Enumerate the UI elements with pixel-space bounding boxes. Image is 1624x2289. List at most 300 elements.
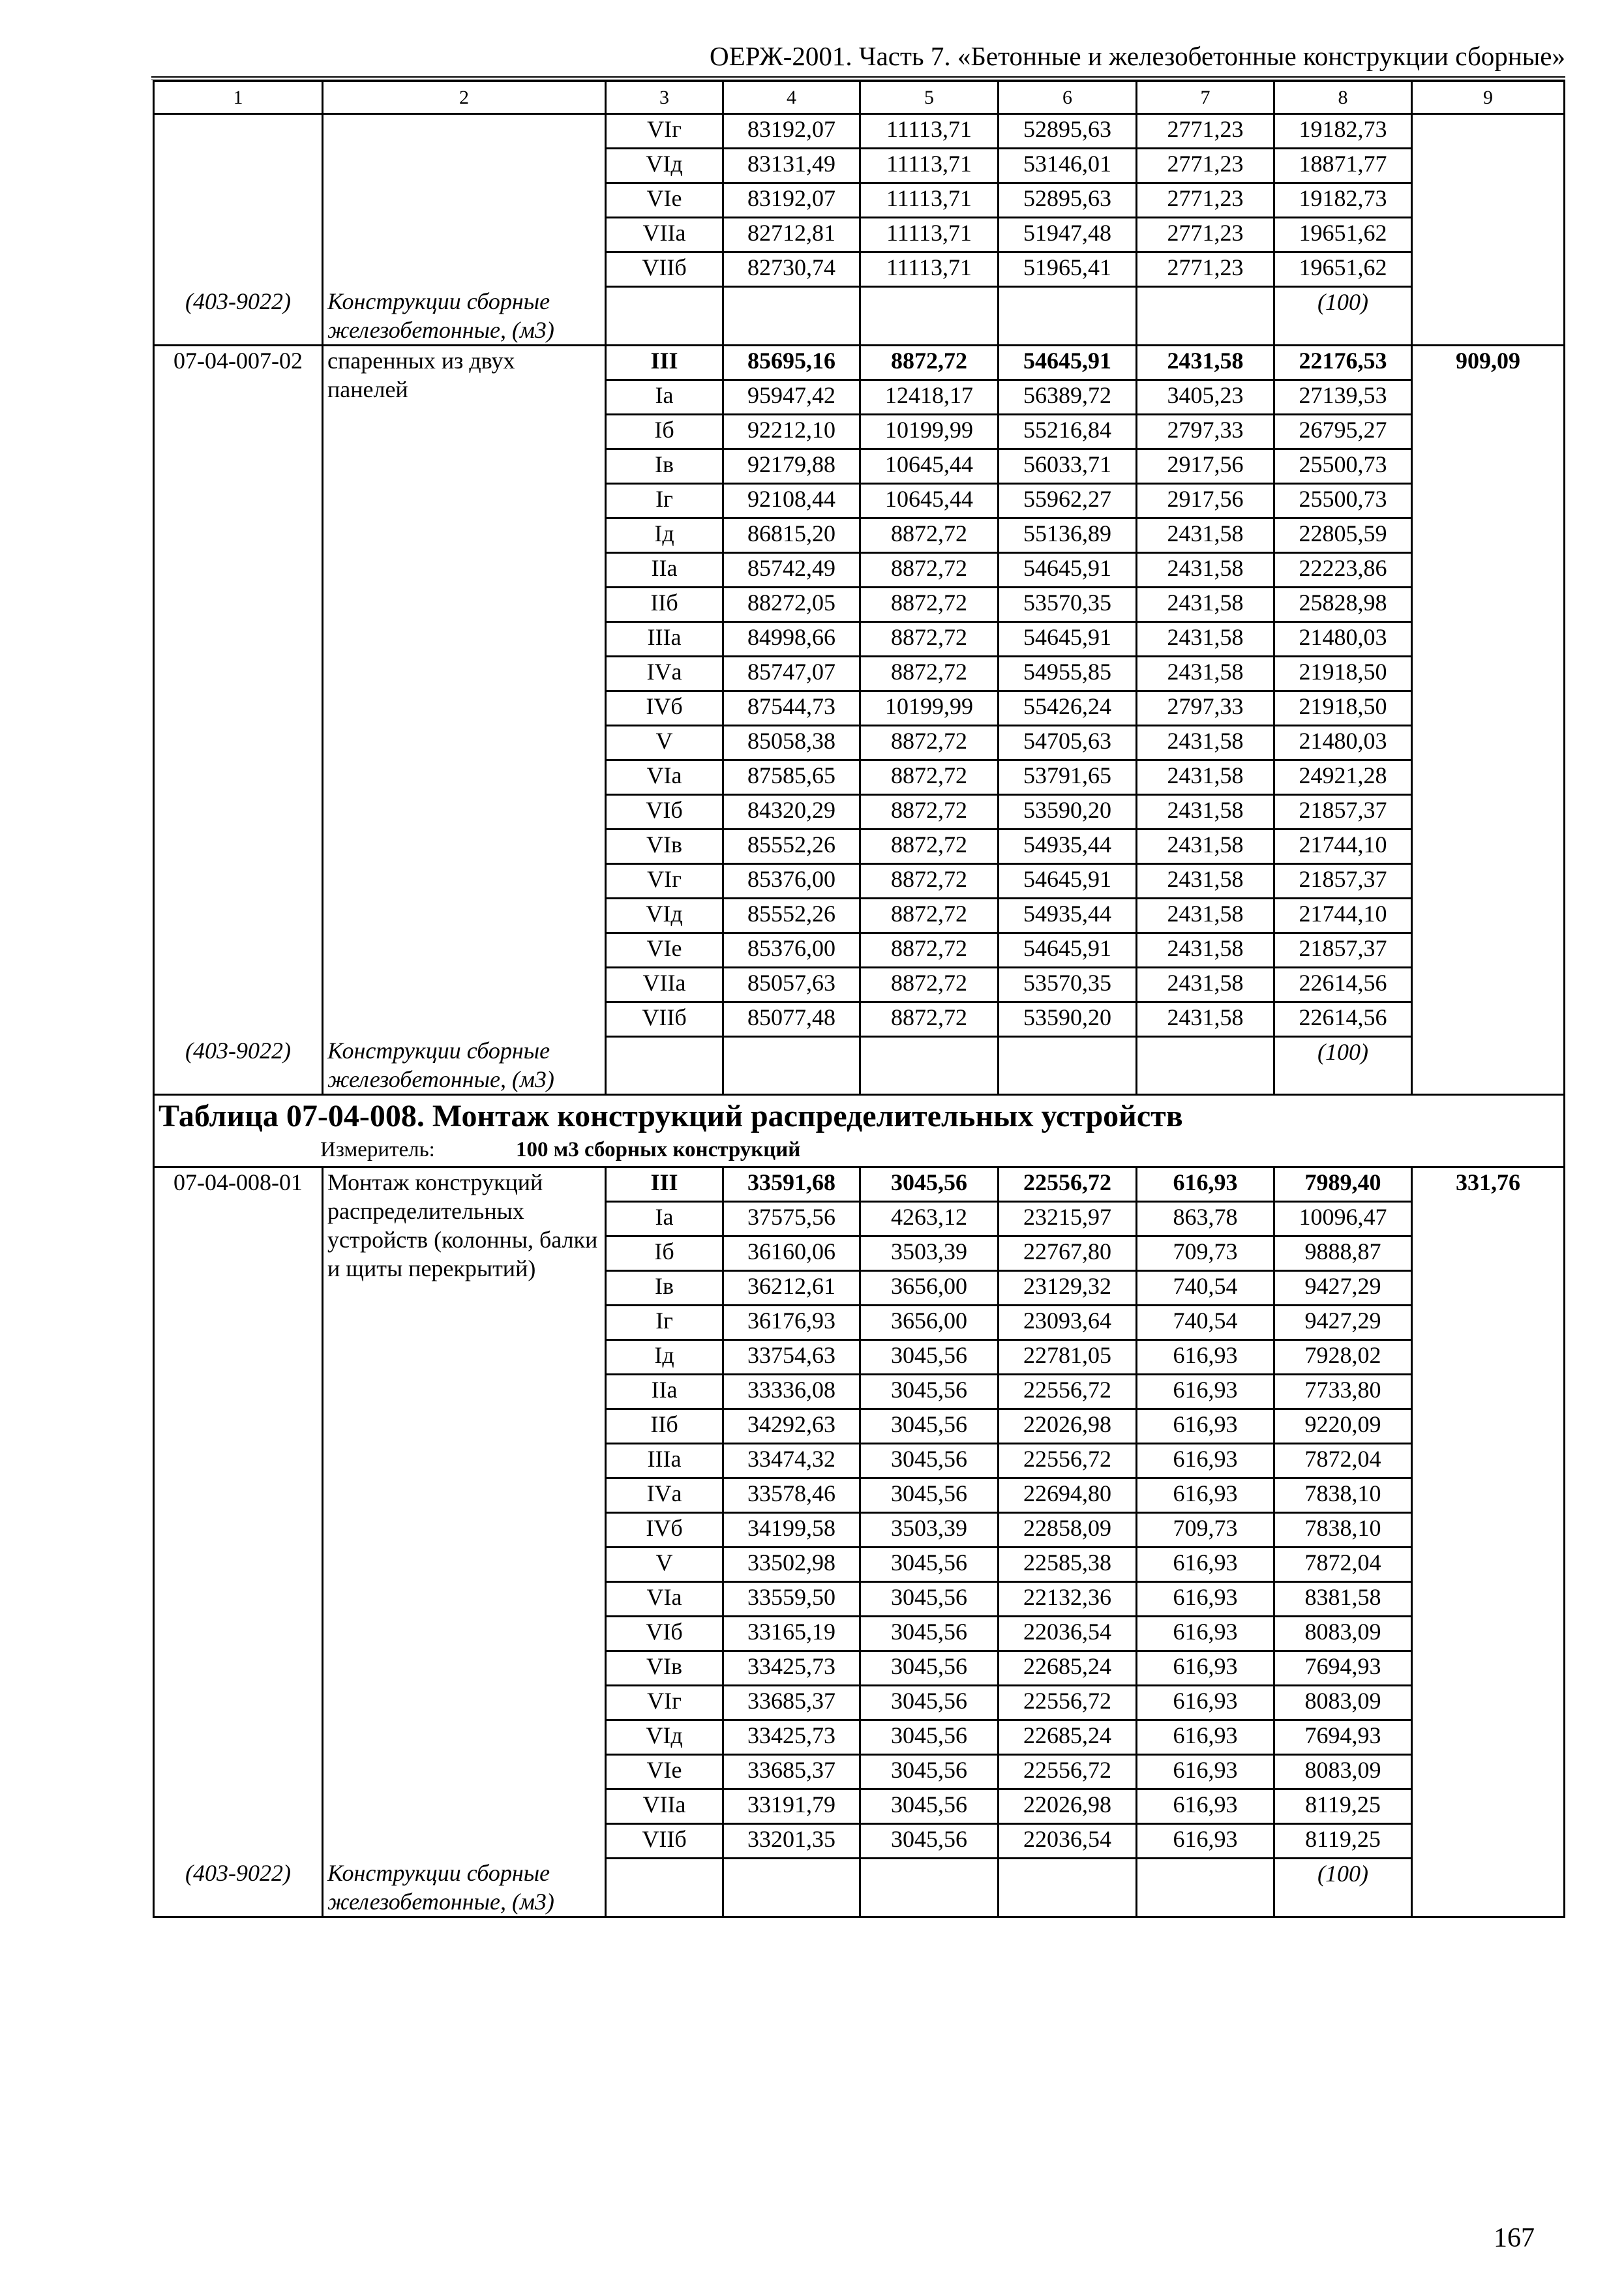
value-cell: 22036,54 [999, 1617, 1137, 1651]
item-code: 07-04-007-02 [154, 345, 323, 1036]
value-cell: 11113,71 [860, 149, 999, 183]
value-cell: 2431,58 [1137, 587, 1274, 621]
value-cell: 8872,72 [860, 725, 999, 760]
header-rule [151, 76, 1565, 78]
value-cell: 8872,72 [860, 621, 999, 656]
measure-unit [157, 1136, 1561, 1163]
column-number: 5 [860, 82, 999, 114]
value-cell: 2431,58 [1137, 829, 1274, 863]
value-cell: 7928,02 [1274, 1340, 1412, 1375]
value-cell: 7694,93 [1274, 1720, 1412, 1755]
table-cell [1137, 287, 1274, 346]
value-cell: 22781,05 [999, 1340, 1137, 1375]
value-cell: 85552,26 [723, 898, 860, 933]
table-cell [1412, 287, 1565, 346]
table-cell [1137, 1859, 1274, 1917]
value-cell: 3656,00 [860, 1271, 999, 1306]
value-cell: 33591,68 [723, 1167, 860, 1202]
value-cell: 54645,91 [999, 863, 1137, 898]
value-cell: 2431,58 [1137, 760, 1274, 794]
resource-code: (403-9022) [154, 1036, 323, 1095]
value-cell: 709,73 [1137, 1236, 1274, 1271]
value-cell: 22556,72 [999, 1444, 1137, 1478]
value-cell: 2771,23 [1137, 149, 1274, 183]
value-cell: 8872,72 [860, 794, 999, 829]
resource-description: Конструкции сборные железобетонные, (м3) [323, 287, 606, 346]
value-cell: 9427,29 [1274, 1306, 1412, 1340]
value-cell: 3045,56 [860, 1444, 999, 1478]
value-cell: 53791,65 [999, 760, 1137, 794]
item-description: спаренных из двух панелей [323, 345, 606, 1036]
value-cell: 8872,72 [860, 552, 999, 587]
value-cell: 22556,72 [999, 1686, 1137, 1720]
value-cell: 11113,71 [860, 252, 999, 287]
value-cell: 22614,56 [1274, 1002, 1412, 1036]
value-cell: 55426,24 [999, 691, 1137, 725]
zone-cell: VIIб [606, 252, 723, 287]
value-cell: 616,93 [1137, 1755, 1274, 1789]
value-cell: 53570,35 [999, 967, 1137, 1002]
value-cell: 54705,63 [999, 725, 1137, 760]
zone-cell: IIб [606, 1409, 723, 1444]
column-number: 8 [1274, 82, 1412, 114]
value-cell: 22585,38 [999, 1548, 1137, 1582]
value-cell: 3045,56 [860, 1824, 999, 1859]
column-number: 6 [999, 82, 1137, 114]
value-cell: 85376,00 [723, 863, 860, 898]
value-cell: 25500,73 [1274, 483, 1412, 518]
value-cell: 3045,56 [860, 1617, 999, 1651]
column-number-row [154, 82, 1565, 114]
value-cell: 56389,72 [999, 380, 1137, 414]
value-cell: 616,93 [1137, 1582, 1274, 1617]
value-cell: 33685,37 [723, 1686, 860, 1720]
zone-cell: VIIб [606, 1002, 723, 1036]
value-cell: 21857,37 [1274, 933, 1412, 967]
zone-cell: VIIа [606, 1789, 723, 1824]
value-cell: 22556,72 [999, 1167, 1137, 1202]
value-cell: 92108,44 [723, 483, 860, 518]
value-cell: 616,93 [1137, 1686, 1274, 1720]
value-cell: 2431,58 [1137, 863, 1274, 898]
value-cell: 2431,58 [1137, 967, 1274, 1002]
value-cell: 53590,20 [999, 794, 1137, 829]
value-cell: 22805,59 [1274, 518, 1412, 552]
value-cell: 2431,58 [1137, 725, 1274, 760]
table-cell [999, 1859, 1137, 1917]
zone-cell: VIIа [606, 967, 723, 1002]
value-cell: 8119,25 [1274, 1824, 1412, 1859]
value-cell: 22556,72 [999, 1755, 1137, 1789]
value-cell: 21918,50 [1274, 691, 1412, 725]
value-cell: 616,93 [1137, 1617, 1274, 1651]
value-cell: 88272,05 [723, 587, 860, 621]
value-cell: 22036,54 [999, 1824, 1137, 1859]
value-cell: 33754,63 [723, 1340, 860, 1375]
page-number: 167 [1494, 2223, 1535, 2253]
value-cell: 2431,58 [1137, 656, 1274, 691]
value-cell: 26795,27 [1274, 414, 1412, 449]
value-cell: 87585,65 [723, 760, 860, 794]
measure-value: 100 м3 сборных конструкций [516, 1138, 801, 1161]
value-cell: 21480,03 [1274, 621, 1412, 656]
table-cell [860, 287, 999, 346]
resource-footer-row [154, 287, 1565, 346]
table-title: Таблица 07-04-008. Монтаж конструкций распределительных устройств [158, 1099, 1183, 1133]
value-cell: 2431,58 [1137, 621, 1274, 656]
value-cell: 22223,86 [1274, 552, 1412, 587]
value-cell: 85376,00 [723, 933, 860, 967]
value-cell: 85058,38 [723, 725, 860, 760]
value-cell: 87544,73 [723, 691, 860, 725]
value-cell: 19182,73 [1274, 183, 1412, 218]
table-cell [606, 1036, 723, 1095]
value-cell: 12418,17 [860, 380, 999, 414]
value-cell: 24921,28 [1274, 760, 1412, 794]
zone-cell: Iб [606, 1236, 723, 1271]
zone-cell: VIв [606, 1651, 723, 1686]
value-cell: 2431,58 [1137, 898, 1274, 933]
value-cell: 8872,72 [860, 656, 999, 691]
value-cell: 2431,58 [1137, 794, 1274, 829]
value-cell: 8872,72 [860, 933, 999, 967]
value-cell: 8083,09 [1274, 1686, 1412, 1720]
value-cell: 34292,63 [723, 1409, 860, 1444]
value-cell: 83192,07 [723, 114, 860, 149]
value-cell: 22685,24 [999, 1720, 1137, 1755]
value-cell: 53570,35 [999, 587, 1137, 621]
value-cell: 54645,91 [999, 933, 1137, 967]
value-cell: 2431,58 [1137, 933, 1274, 967]
value-cell: 7838,10 [1274, 1478, 1412, 1513]
value-cell: 54645,91 [999, 552, 1137, 587]
value-cell: 7733,80 [1274, 1375, 1412, 1409]
value-cell: 2917,56 [1137, 483, 1274, 518]
value-cell: 2771,23 [1137, 252, 1274, 287]
col9-cell [1412, 114, 1565, 287]
value-cell: 55962,27 [999, 483, 1137, 518]
table-row [154, 345, 1565, 380]
value-cell: 33165,19 [723, 1617, 860, 1651]
value-cell: 18871,77 [1274, 149, 1412, 183]
value-cell: 19651,62 [1274, 218, 1412, 252]
value-cell: 83192,07 [723, 183, 860, 218]
value-cell: 2797,33 [1137, 414, 1274, 449]
value-cell: 23093,64 [999, 1306, 1137, 1340]
value-cell: 2771,23 [1137, 114, 1274, 149]
zone-cell: IIа [606, 1375, 723, 1409]
zone-cell: VIг [606, 114, 723, 149]
value-cell: 21480,03 [1274, 725, 1412, 760]
col9-cell: 909,09 [1412, 345, 1565, 1036]
value-cell: 22858,09 [999, 1513, 1137, 1548]
zone-cell: V [606, 725, 723, 760]
value-cell: 3045,56 [860, 1789, 999, 1824]
resource-description: Конструкции сборные железобетонные, (м3) [323, 1859, 606, 1917]
value-cell: 3045,56 [860, 1409, 999, 1444]
value-cell: 11113,71 [860, 183, 999, 218]
resource-code: (403-9022) [154, 287, 323, 346]
value-cell: 616,93 [1137, 1720, 1274, 1755]
value-cell: 33559,50 [723, 1582, 860, 1617]
rates-table [153, 80, 1565, 1918]
value-cell: 54955,85 [999, 656, 1137, 691]
zone-cell: VIг [606, 863, 723, 898]
value-cell: 616,93 [1137, 1789, 1274, 1824]
zone-cell: Iа [606, 1202, 723, 1236]
value-cell: 22694,80 [999, 1478, 1137, 1513]
item-description: Монтаж конструкций распределительных устройств (колонны, балки и щиты перекрытий) [323, 1167, 606, 1859]
value-cell: 56033,71 [999, 449, 1137, 483]
value-cell: 3045,56 [860, 1720, 999, 1755]
value-cell: 22556,72 [999, 1375, 1137, 1409]
value-cell: 7838,10 [1274, 1513, 1412, 1548]
zone-cell: IVа [606, 1478, 723, 1513]
value-cell: 8119,25 [1274, 1789, 1412, 1824]
value-cell: 21857,37 [1274, 794, 1412, 829]
zone-cell: IIа [606, 552, 723, 587]
value-cell: 85057,63 [723, 967, 860, 1002]
value-cell: 10199,99 [860, 691, 999, 725]
value-cell: 2431,58 [1137, 1002, 1274, 1036]
value-cell: 7989,40 [1274, 1167, 1412, 1202]
value-cell: 33578,46 [723, 1478, 860, 1513]
value-cell: 8872,72 [860, 898, 999, 933]
value-cell: 33201,35 [723, 1824, 860, 1859]
value-cell: 85077,48 [723, 1002, 860, 1036]
column-number: 2 [323, 82, 606, 114]
value-cell: 33502,98 [723, 1548, 860, 1582]
value-cell: 11113,71 [860, 114, 999, 149]
column-number: 7 [1137, 82, 1274, 114]
value-cell: 8872,72 [860, 863, 999, 898]
zone-cell: Iб [606, 414, 723, 449]
value-cell: 4263,12 [860, 1202, 999, 1236]
item-code [154, 114, 323, 287]
resource-description: Конструкции сборные железобетонные, (м3) [323, 1036, 606, 1095]
zone-cell: VIа [606, 1582, 723, 1617]
value-cell: 33336,08 [723, 1375, 860, 1409]
measure-label: Измеритель: [320, 1138, 435, 1161]
value-cell: 8083,09 [1274, 1617, 1412, 1651]
resource-value: (100) [1274, 1036, 1412, 1095]
table-cell [860, 1859, 999, 1917]
zone-cell: III [606, 1167, 723, 1202]
value-cell: 616,93 [1137, 1167, 1274, 1202]
value-cell: 82730,74 [723, 252, 860, 287]
value-cell: 95947,42 [723, 380, 860, 414]
value-cell: 616,93 [1137, 1409, 1274, 1444]
value-cell: 2771,23 [1137, 183, 1274, 218]
value-cell: 616,93 [1137, 1548, 1274, 1582]
value-cell: 9220,09 [1274, 1409, 1412, 1444]
value-cell: 616,93 [1137, 1375, 1274, 1409]
value-cell: 36176,93 [723, 1306, 860, 1340]
column-number: 1 [154, 82, 323, 114]
zone-cell: IVб [606, 1513, 723, 1548]
value-cell: 3503,39 [860, 1236, 999, 1271]
zone-cell: IIIа [606, 621, 723, 656]
zone-cell: Iв [606, 1271, 723, 1306]
value-cell: 8872,72 [860, 518, 999, 552]
zone-cell: IVб [606, 691, 723, 725]
table-cell [860, 1036, 999, 1095]
zone-cell: VIд [606, 898, 723, 933]
zone-cell: Iв [606, 449, 723, 483]
value-cell: 22026,98 [999, 1789, 1137, 1824]
value-cell: 33685,37 [723, 1755, 860, 1789]
value-cell: 85747,07 [723, 656, 860, 691]
zone-cell: VIIб [606, 1824, 723, 1859]
column-number: 4 [723, 82, 860, 114]
resource-code: (403-9022) [154, 1859, 323, 1917]
value-cell: 21744,10 [1274, 898, 1412, 933]
value-cell: 10096,47 [1274, 1202, 1412, 1236]
col9-cell: 331,76 [1412, 1167, 1565, 1859]
zone-cell: Iд [606, 518, 723, 552]
value-cell: 92179,88 [723, 449, 860, 483]
value-cell: 2917,56 [1137, 449, 1274, 483]
value-cell: 27139,53 [1274, 380, 1412, 414]
value-cell: 54645,91 [999, 345, 1137, 380]
zone-cell: VIе [606, 1755, 723, 1789]
zone-cell: IIIа [606, 1444, 723, 1478]
value-cell: 3045,56 [860, 1340, 999, 1375]
value-cell: 7694,93 [1274, 1651, 1412, 1686]
value-cell: 55136,89 [999, 518, 1137, 552]
value-cell: 54935,44 [999, 898, 1137, 933]
value-cell: 2431,58 [1137, 552, 1274, 587]
value-cell: 86815,20 [723, 518, 860, 552]
value-cell: 8872,72 [860, 1002, 999, 1036]
value-cell: 616,93 [1137, 1444, 1274, 1478]
value-cell: 51965,41 [999, 252, 1137, 287]
table-row [154, 114, 1565, 149]
value-cell: 616,93 [1137, 1651, 1274, 1686]
value-cell: 8381,58 [1274, 1582, 1412, 1617]
resource-value: (100) [1274, 287, 1412, 346]
table-cell [999, 1036, 1137, 1095]
value-cell: 25500,73 [1274, 449, 1412, 483]
value-cell: 25828,98 [1274, 587, 1412, 621]
value-cell: 3045,56 [860, 1582, 999, 1617]
value-cell: 19651,62 [1274, 252, 1412, 287]
value-cell: 52895,63 [999, 183, 1137, 218]
zone-cell: VIв [606, 829, 723, 863]
value-cell: 84320,29 [723, 794, 860, 829]
value-cell: 83131,49 [723, 149, 860, 183]
value-cell: 616,93 [1137, 1824, 1274, 1859]
value-cell: 51947,48 [999, 218, 1137, 252]
page-header [151, 37, 1565, 80]
value-cell: 54935,44 [999, 829, 1137, 863]
column-number: 9 [1412, 82, 1565, 114]
value-cell: 3045,56 [860, 1755, 999, 1789]
resource-value: (100) [1274, 1859, 1412, 1917]
value-cell: 10645,44 [860, 449, 999, 483]
value-cell: 2771,23 [1137, 218, 1274, 252]
zone-cell: VIе [606, 933, 723, 967]
value-cell: 85695,16 [723, 345, 860, 380]
value-cell: 21744,10 [1274, 829, 1412, 863]
zone-cell: Iг [606, 1306, 723, 1340]
value-cell: 9427,29 [1274, 1271, 1412, 1306]
table-cell [1412, 1036, 1565, 1095]
zone-cell: IVа [606, 656, 723, 691]
value-cell: 23215,97 [999, 1202, 1137, 1236]
value-cell: 8872,72 [860, 967, 999, 1002]
zone-cell: VIд [606, 149, 723, 183]
table-cell [999, 287, 1137, 346]
value-cell: 3045,56 [860, 1686, 999, 1720]
value-cell: 22176,53 [1274, 345, 1412, 380]
value-cell: 3656,00 [860, 1306, 999, 1340]
value-cell: 616,93 [1137, 1478, 1274, 1513]
item-code: 07-04-008-01 [154, 1167, 323, 1859]
table-cell [723, 287, 860, 346]
value-cell: 22767,80 [999, 1236, 1137, 1271]
value-cell: 84998,66 [723, 621, 860, 656]
value-cell: 21857,37 [1274, 863, 1412, 898]
column-number: 3 [606, 82, 723, 114]
value-cell: 23129,32 [999, 1271, 1137, 1306]
value-cell: 3045,56 [860, 1167, 999, 1202]
value-cell: 8872,72 [860, 345, 999, 380]
table-cell [723, 1859, 860, 1917]
zone-cell: VIе [606, 183, 723, 218]
table-title-cell [154, 1095, 1565, 1167]
value-cell: 2797,33 [1137, 691, 1274, 725]
value-cell: 53146,01 [999, 149, 1137, 183]
table-cell [1412, 1859, 1565, 1917]
value-cell: 33474,32 [723, 1444, 860, 1478]
zone-cell: Iа [606, 380, 723, 414]
value-cell: 616,93 [1137, 1340, 1274, 1375]
value-cell: 22685,24 [999, 1651, 1137, 1686]
zone-cell: VIб [606, 794, 723, 829]
item-description [323, 114, 606, 287]
zone-cell: Iг [606, 483, 723, 518]
value-cell: 3405,23 [1137, 380, 1274, 414]
value-cell: 82712,81 [723, 218, 860, 252]
value-cell: 8872,72 [860, 829, 999, 863]
table-cell [606, 1859, 723, 1917]
value-cell: 11113,71 [860, 218, 999, 252]
value-cell: 36212,61 [723, 1271, 860, 1306]
value-cell: 2431,58 [1137, 345, 1274, 380]
value-cell: 740,54 [1137, 1306, 1274, 1340]
value-cell: 709,73 [1137, 1513, 1274, 1548]
value-cell: 863,78 [1137, 1202, 1274, 1236]
value-cell: 21918,50 [1274, 656, 1412, 691]
table-cell [606, 287, 723, 346]
value-cell: 92212,10 [723, 414, 860, 449]
value-cell: 10645,44 [860, 483, 999, 518]
zone-cell: VIб [606, 1617, 723, 1651]
value-cell: 54645,91 [999, 621, 1137, 656]
value-cell: 8872,72 [860, 760, 999, 794]
value-cell: 8083,09 [1274, 1755, 1412, 1789]
value-cell: 85552,26 [723, 829, 860, 863]
value-cell: 3045,56 [860, 1478, 999, 1513]
zone-cell: VIа [606, 760, 723, 794]
value-cell: 3503,39 [860, 1513, 999, 1548]
value-cell: 33425,73 [723, 1720, 860, 1755]
zone-cell: VIг [606, 1686, 723, 1720]
table-row [154, 1167, 1565, 1202]
value-cell: 22026,98 [999, 1409, 1137, 1444]
value-cell: 3045,56 [860, 1651, 999, 1686]
